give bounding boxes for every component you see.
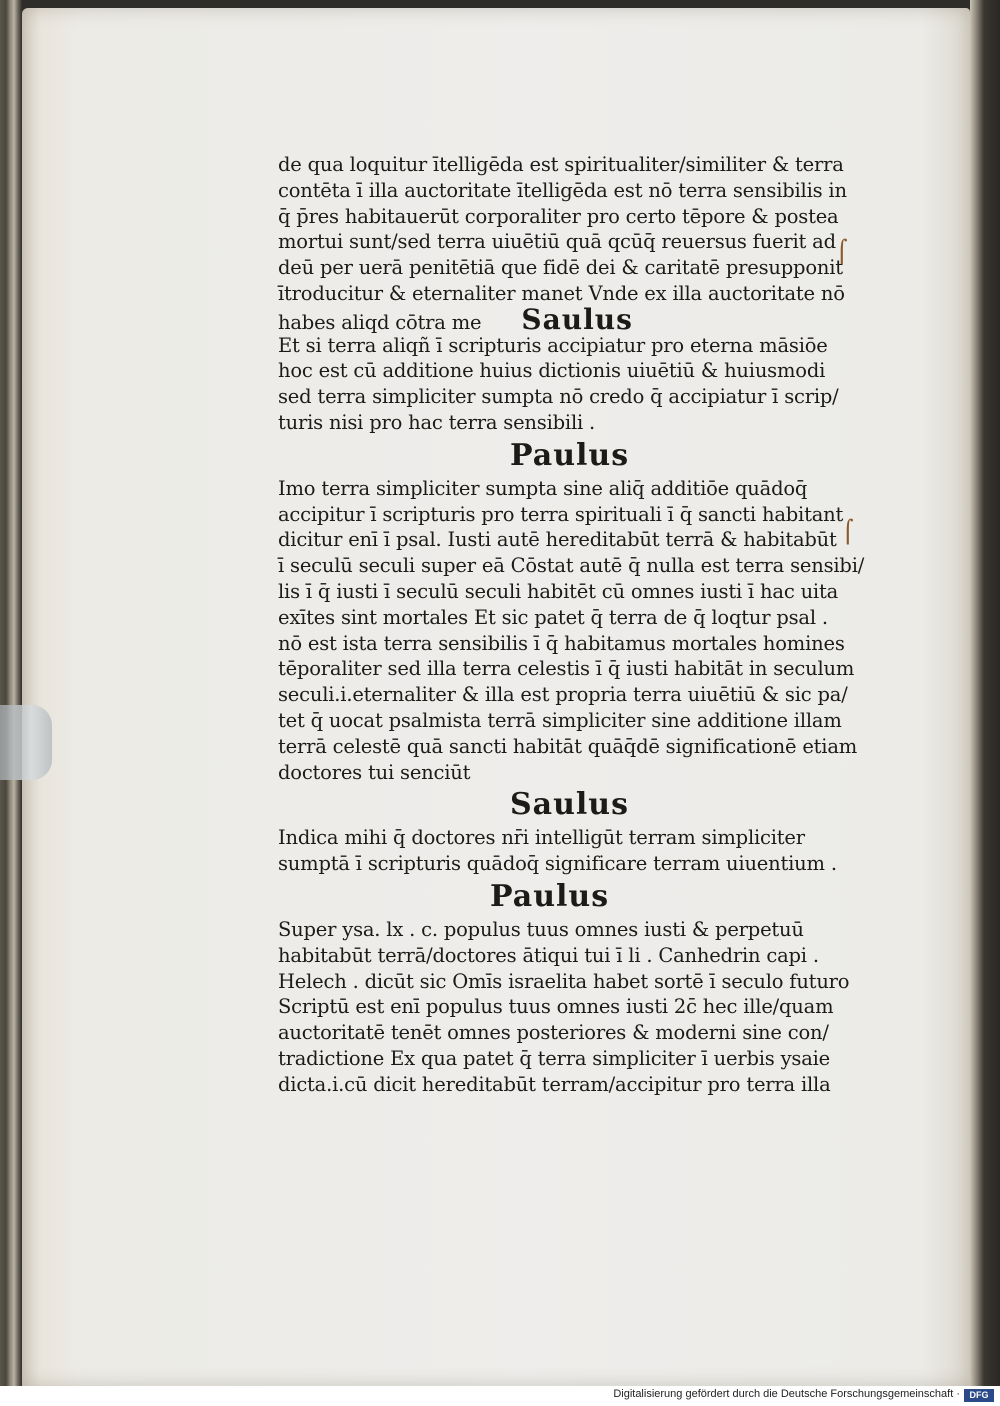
heading-paulus: Paulus (510, 437, 630, 473)
heading-saulus: Saulus (521, 302, 633, 336)
text-line: habitabūt terrā/doctores ātiqui tui ī li . Canhedrin capi . (278, 943, 819, 967)
text-line: tet q̄ uocat psalmista terrā simpliciter sine additione illam (278, 708, 842, 732)
text-line: contēta ī illa auctoritate ītelligēda est nō terra sensibilis in (278, 178, 847, 202)
text-line: ītroducitur & eternaliter manet Vnde ex illa auctoritate nō (278, 281, 845, 305)
text-line: Et si terra aliqñ ī scripturis accipiatur pro eterna māsiōe (278, 333, 828, 357)
text-line: Imo terra simpliciter sumpta sine aliq̄ additiōe quādoq̄ (278, 476, 808, 500)
text-line: accipitur ī scripturis pro terra spirituali ī q̄ sancti habitant (278, 502, 844, 526)
heading-saulus: Saulus (510, 787, 630, 823)
text-line: mortui sunt/sed terra uiuētiū quā qcūq̄ reuersus fuerit ad (278, 230, 836, 254)
text-line: tradictione Ex qua patet q̄ terra simpliciter ī uerbis ysaie (278, 1046, 831, 1070)
margin-mark: ⌠ (836, 240, 848, 265)
text-line: seculi.i.eternaliter & illa est propria terra uiuētiū & sic pa/ (278, 683, 848, 707)
text-line: exītes sint mortales Et sic patet q̄ terra de q̄ loqtur psal . (278, 605, 828, 629)
text-line: q̄ p̄res habitauerūt corporaliter pro certo tēpore & postea (278, 204, 839, 228)
text-line: dicta.i.cū dicit hereditabūt terram/accipitur pro terra illa (278, 1072, 831, 1096)
text-line: habes aliqd cōtra me (278, 310, 482, 334)
dfg-logo: DFG (964, 1389, 994, 1402)
text-line: terrā celestē quā sancti habitāt quāq̄dē significationē etiam (278, 734, 858, 758)
footer-bar (0, 1386, 1000, 1406)
text-line: sumptā ī scripturis quādoq̄ significare terram uiuentium . (278, 852, 837, 876)
text-line: tēporaliter sed illa terra celestis ī q̄ iusti habitāt in seculum (278, 657, 855, 681)
text-line: nō est ista terra sensibilis ī q̄ habitamus mortales homines (278, 631, 845, 655)
text-line: doctores tui senciūt (278, 760, 471, 784)
text-line: sed terra simpliciter sumpta nō credo q̄ accipiatur ī scrip/ (278, 385, 839, 409)
footer-credit: Digitalisierung gefördert durch die Deutsche Forschungsgemeinschaft · (613, 1388, 960, 1400)
text-line: dicitur enī ī psal. Iusti autē hereditabūt terrā & habitabūt (278, 528, 837, 552)
text-line: hoc est cū additione huius dictionis uiuētiū & huiusmodi (278, 359, 826, 383)
book-edge (970, 0, 1000, 1386)
text-line: auctoritatē tenēt omnes posteriores & moderni sine con/ (278, 1021, 829, 1045)
margin-mark: ⌠ (842, 520, 854, 545)
heading-paulus: Paulus (490, 878, 610, 914)
text-block (278, 152, 865, 1098)
page-clip (0, 705, 52, 780)
text-line-with-heading (278, 302, 838, 336)
text-line: Super ysa. lx . c. populus tuus omnes iusti & perpetuū (278, 917, 804, 941)
text-line: turis nisi pro hac terra sensibili . (278, 410, 596, 434)
text-line: Scriptū est enī populus tuus omnes iusti 2c̄ hec ille/quam (278, 995, 834, 1019)
text-line: deū per uerā penitētiā que fidē dei & caritatē presupponit (278, 256, 843, 280)
text-line: de qua loquitur ītelligēda est spiritualiter/similiter & terra (278, 153, 844, 176)
text-line: lis ī q̄ iusti ī seculū seculi habitēt cū omnes iusti ī hac uita (278, 579, 839, 603)
text-line: Helech . dicūt sic Omīs israelita habet sortē ī seculo futuro (278, 969, 850, 993)
text-line: Indica mihi q̄ doctores nr̄i intelligūt terram simpliciter (278, 826, 805, 850)
text-line: ī seculū seculi super eā Cōstat autē q̄ nulla est terra sensibi/ (278, 554, 865, 578)
